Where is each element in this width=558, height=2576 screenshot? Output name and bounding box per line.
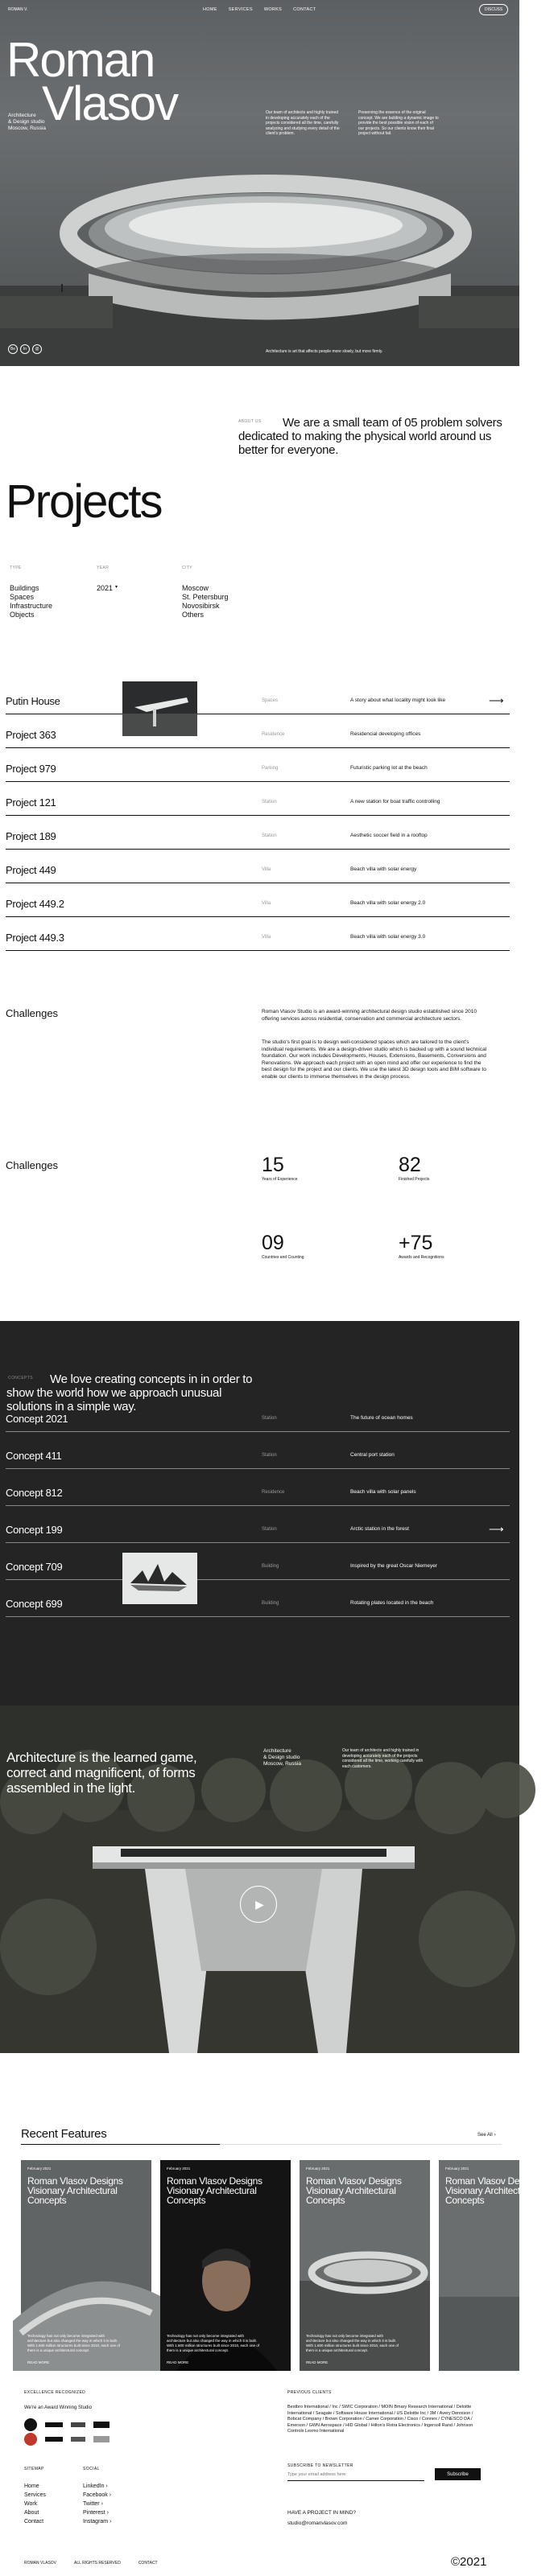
social-link[interactable] [83, 2508, 111, 2517]
feature-date: February 2021 [306, 2167, 330, 2171]
feature-desc: Technology has not only become integrated with architecture but also changed the way in which it is built. With 1.600 million structures built since 2010, each one of them is a unique architectural concept. [27, 2334, 121, 2352]
project-row-desc: Beach villa with solar energy [350, 866, 417, 872]
concepts-text: We love creating concepts in in order to show the world how we approach unusual solutions in a simple way. [6, 1372, 253, 1414]
clients-text: Bestbro International / Inc / SWIC Corporation / MOIN Bmary Research International / Deloitte International / Seagate / Software House International / US Deloitte Inc / 3M / Avery Dennison / Bobcat Company / Brown Corporation / Camer Corporation / Cisco / Connex / CYNESCO DA / Emerson / GWN Aerospace / HID Global / Hilton's Rotra Electronics / Ingersoll Rand / Johnson Controls Lexmo International [287, 2405, 473, 2434]
hero-architecture-image [0, 113, 519, 366]
concepts-section [0, 1321, 519, 1706]
award-logo-icon [45, 2437, 63, 2442]
filter-city-header: CITY [182, 566, 192, 570]
stat-label: Years of Experience [262, 1177, 298, 1182]
row-divider [6, 916, 510, 917]
project-question: HAVE A PROJECT IN MIND? [287, 2510, 357, 2516]
filter-year-value: 2021 [97, 584, 114, 592]
sitemap-link[interactable]: About [24, 2510, 39, 2516]
award-logos-row2 [24, 2433, 110, 2446]
hero-tagline: Architecture is art that affects people more slowly, but more firmly. [266, 349, 383, 354]
social-link-label: Instagram [83, 2519, 109, 2525]
concept-row-type: Residence [262, 1490, 285, 1495]
project-row-desc: Beach villa with solar energy 3.0 [350, 934, 426, 940]
social-icons [8, 344, 42, 354]
project-row-desc: Futuristic parking lot at the beach [350, 765, 428, 771]
arrow-right-icon[interactable]: ⟶ [489, 1523, 504, 1535]
nav-contact[interactable]: CONTACT [293, 7, 316, 12]
concept-row-name[interactable]: Concept 199 [6, 1524, 63, 1536]
stat-countries [262, 1232, 304, 1260]
sitemap-link[interactable]: Services [24, 2492, 46, 2498]
stat-value: +75 [399, 1232, 433, 1254]
filter-year-header: YEAR [97, 566, 110, 570]
main-nav [203, 7, 316, 12]
project-row-desc: A story about what locality might look like [350, 697, 446, 703]
project-row-name[interactable]: Project 121 [6, 796, 56, 809]
concept-row-name[interactable]: Concept 812 [6, 1487, 63, 1499]
challenges-paragraph-1: Roman Vlasov Studio is an award-winning architectural design studio established since 2010 offering services across residential, conservation and commercial architecture sectors. [262, 1009, 477, 1022]
social-list [83, 2482, 111, 2526]
stat-label: Finished Projects [399, 1177, 430, 1182]
read-more-link[interactable]: READ MORE [27, 2360, 50, 2364]
subtitle-line: Moscow, Russia [263, 1761, 301, 1767]
subtitle-line: & Design studio [8, 119, 45, 125]
award-logo-icon [24, 2418, 37, 2431]
feature-card[interactable] [300, 2160, 430, 2371]
stat-projects [399, 1154, 429, 1182]
feature-card[interactable] [439, 2160, 541, 2371]
filter-city-item[interactable]: Moscow [182, 584, 209, 592]
concept-row-desc: Central port station [350, 1452, 395, 1458]
filter-type-header: TYPE [10, 566, 22, 570]
subtitle-line: Architecture [263, 1748, 291, 1754]
social-label: SOCIAL [83, 2467, 100, 2471]
project-thumbnail-image [122, 681, 197, 736]
award-logo-icon [71, 2422, 85, 2427]
concepts-label: CONCEPTS [8, 1376, 33, 1381]
row-divider [6, 1505, 510, 1506]
challenges-label: Challenges [6, 1007, 59, 1019]
concept-row-desc: Rotating plates located in the beach [350, 1600, 434, 1606]
hero-subtitle [8, 113, 46, 132]
brand-logo[interactable]: ROMAN V. [8, 7, 28, 12]
project-row-desc: Residencial developing offices [350, 731, 421, 737]
concept-row-name[interactable]: Concept 709 [6, 1561, 63, 1573]
stat-label: Countries and Counting [262, 1255, 304, 1260]
email-icon[interactable]: @ [32, 344, 42, 354]
concept-row-desc: Inspired by the great Oscar Niemeyer [350, 1563, 438, 1569]
filter-type-item[interactable]: Buildings [10, 584, 39, 592]
project-row-type: Parking [262, 766, 279, 771]
stat-awards [399, 1232, 444, 1260]
hero-intro-left: Our team of architects and highly trained in developing accurately each of the projects considered all the time, carefully analyzing and studying every detail of the client's problem. [266, 110, 340, 136]
arrow-icon: › [105, 2483, 108, 2489]
filter-city-item[interactable]: St. Petersburg [182, 593, 229, 601]
arrow-icon: › [110, 2519, 112, 2525]
challenges-paragraph-2: The studio's first goal is to design well-considered spaces which are tailored to the client's individual requirements. We are a design-driven studio which is backed up with a sound technical foundation. Our work includes Developments, Houses, Extensions, Basements, Conversions and Renovations. We approach each project with an open mind and offer our experience to find the best design for the project and our clients. We use the latest 3D design tools and BIM software to enable our clients to immerse themselves in the design process. [262, 1039, 487, 1080]
row-divider [6, 1542, 510, 1543]
discuss-button[interactable]: DISCUSS [479, 4, 508, 15]
row-divider [6, 1616, 510, 1617]
feature-card[interactable] [160, 2160, 291, 2371]
subtitle-line: Moscow, Russia [8, 126, 46, 131]
excellence-label: EXCELLENCE RECOGNIZED [24, 2390, 86, 2395]
project-row-name[interactable]: Project 449 [6, 864, 56, 876]
features-title: Recent Features [21, 2127, 107, 2141]
footer-brand: ROMAN VLASOV [24, 2561, 57, 2566]
stat-value: 82 [399, 1154, 421, 1176]
quote-note: Our team of architects and highly trained in developing accurately each of the projects considered all the time, working carefully with each customers. [342, 1748, 424, 1769]
subtitle-line: Architecture [8, 113, 36, 118]
row-divider [6, 1579, 510, 1580]
social-link[interactable] [83, 2517, 111, 2526]
row-divider [6, 815, 510, 816]
linkedin-icon[interactable]: In [20, 344, 30, 354]
concept-row-type: Building [262, 1564, 279, 1569]
read-more-link[interactable]: READ MORE [306, 2360, 329, 2364]
studio-email-link[interactable]: studio@romanvlasov.com [287, 2520, 348, 2526]
filter-type-list [10, 584, 52, 619]
footer-contact-link[interactable]: CONTACT [138, 2561, 158, 2566]
newsletter-email-input[interactable] [287, 2469, 424, 2481]
project-row-type: Station [262, 833, 277, 838]
footer-rights: ALL RIGHTS RESERVED [74, 2561, 121, 2566]
project-row-type: Station [262, 800, 277, 804]
filter-type-item[interactable]: Spaces [10, 593, 35, 601]
play-button[interactable] [240, 1886, 277, 1923]
about-text: We are a small team of 05 problem solvers dedicated to making the physical world around us better for everyone. [238, 416, 502, 457]
award-logo-icon [93, 2436, 110, 2442]
concept-row-desc: Arctic station in the forest [350, 1526, 409, 1532]
feature-card[interactable] [21, 2160, 151, 2371]
features-divider-light [220, 2144, 502, 2145]
footer-year: ©2021 [451, 2555, 487, 2569]
concept-row-desc: Beach villa with solar panels [350, 1489, 416, 1495]
social-link[interactable] [83, 2482, 111, 2491]
sitemap-link[interactable]: Home [24, 2483, 39, 2489]
see-all-label: See All [477, 2133, 493, 2138]
stat-years [262, 1154, 298, 1182]
award-logo-icon [24, 2433, 37, 2446]
social-link[interactable] [83, 2491, 111, 2500]
hero-section [0, 0, 519, 366]
newsletter-label: SUBSCRIBE TO NEWSLETTER [287, 2463, 353, 2468]
stat-value: 15 [262, 1154, 284, 1176]
row-divider [6, 781, 510, 782]
project-row-name[interactable]: Project 449.3 [6, 932, 64, 944]
quote-section [0, 1706, 519, 2053]
arrow-icon: › [106, 2510, 109, 2516]
project-row-type: Villa [262, 867, 271, 872]
project-row-type: Villa [262, 901, 271, 906]
feature-desc: Technology has not only become integrated with architecture but also changed the way in which it is built. With 1.600 million structures built since 2010, each one of them is a unique architectural concept. [167, 2334, 260, 2352]
social-link-label: LinkedIn [83, 2483, 105, 2489]
hero-title-line2: Vlasov [42, 76, 178, 130]
social-link-label: Pinterest [83, 2510, 105, 2516]
social-link-label: Facebook [83, 2492, 108, 2498]
project-row-name[interactable]: Project 363 [6, 729, 56, 741]
see-all-link[interactable] [477, 2133, 496, 2138]
feature-date: February 2021 [167, 2167, 191, 2171]
row-divider [6, 747, 510, 748]
footer-bottom [24, 2561, 158, 2566]
feature-title: Roman Vlasov Designs Visionary Architectural Concepts [167, 2175, 262, 2206]
sitemap-list [24, 2482, 46, 2526]
row-divider [6, 1468, 510, 1469]
feature-desc: Technology has not only become integrated with architecture but also changed the way in which it is built. With 1.600 million structures built since 2010, each one of them is a unique architectural concept. [306, 2334, 399, 2352]
hero-intro-right: Preserving the essence of the original concept. We are building a dynamic image to provide the best possible vision of each of our projects. So our clients know their final project without fail. [358, 110, 439, 136]
concept-row-type: Building [262, 1601, 279, 1606]
project-row-desc: A new station for boat traffic controlling [350, 799, 440, 804]
project-row-type: Spaces [262, 698, 279, 703]
read-more-link[interactable]: READ MORE [167, 2360, 189, 2364]
award-logo-icon [93, 2422, 110, 2428]
feature-title: Roman Vlasov Designs Visionary Architectural Concepts [27, 2175, 123, 2206]
subtitle-line: & Design studio [263, 1755, 300, 1760]
filter-year-select[interactable] [97, 584, 118, 592]
projects-title: Projects [6, 475, 162, 528]
arrow-right-icon[interactable]: ⟶ [489, 694, 504, 706]
filter-type-item[interactable]: Objects [10, 611, 35, 619]
project-row-type: Residence [262, 732, 285, 737]
concept-row-name[interactable]: Concept 2021 [6, 1413, 68, 1425]
project-row-desc: Aesthetic soccer field in a rooftop [350, 833, 428, 838]
sitemap-link[interactable]: Contact [24, 2519, 44, 2525]
concept-row-name[interactable]: Concept 411 [6, 1450, 62, 1462]
nav-works[interactable]: WORKS [263, 7, 283, 12]
social-link-label: Twitter [83, 2501, 100, 2507]
row-divider [6, 950, 510, 951]
filter-city-item[interactable]: Others [182, 611, 205, 619]
feature-date: February 2021 [445, 2167, 469, 2171]
quote-text: Architecture is the learned game, correct and magnificent, of forms assembled in the light. [6, 1750, 197, 1796]
nav-home[interactable]: HOME [203, 7, 217, 12]
stat-label: Awards and Recognitions [399, 1255, 444, 1260]
features-divider [21, 2144, 220, 2145]
project-row-name[interactable]: Putin House [6, 695, 60, 707]
feature-title: Roman Vlasov Designs Visionary Architectural Concepts [445, 2175, 541, 2206]
sitemap-label: SITEMAP [24, 2467, 44, 2471]
project-row-type: Villa [262, 935, 271, 940]
concept-row-name[interactable]: Concept 699 [6, 1598, 63, 1610]
award-logos [24, 2418, 110, 2431]
quote-subtitle [263, 1748, 301, 1767]
play-icon: ▶ [255, 1897, 264, 1911]
behance-icon[interactable]: Be [8, 344, 18, 354]
chevron-right-icon: › [494, 2133, 496, 2138]
arrow-icon: › [101, 2501, 103, 2507]
social-link[interactable] [83, 2500, 111, 2508]
challenges-label-2: Challenges [6, 1159, 59, 1171]
award-text: We're an Award Winning Studio [24, 2405, 92, 2410]
row-divider [6, 849, 510, 850]
project-row-name[interactable]: Project 979 [6, 763, 56, 775]
filter-type-item[interactable]: Infrastructure [10, 602, 53, 610]
feature-title: Roman Vlasov Designs Visionary Architectural Concepts [306, 2175, 402, 2206]
project-row-name[interactable]: Project 449.2 [6, 898, 64, 910]
row-divider [6, 1431, 510, 1432]
filter-city-list [182, 584, 229, 619]
filter-city-item[interactable]: Novosibirsk [182, 602, 220, 610]
hero-title-line1: Roman [6, 33, 155, 87]
sitemap-link[interactable]: Work [24, 2501, 38, 2507]
project-row-name[interactable]: Project 189 [6, 830, 56, 842]
concept-row-type: Station [262, 1416, 277, 1421]
arrow-icon: › [109, 2492, 112, 2498]
award-logo-icon [45, 2422, 63, 2427]
feature-date: February 2021 [27, 2167, 52, 2171]
concept-row-type: Station [262, 1453, 277, 1458]
award-logo-icon [71, 2437, 85, 2442]
concept-thumbnail-image [122, 1553, 197, 1604]
subscribe-button[interactable]: Subscribe [435, 2468, 481, 2480]
concept-row-desc: The future of ocean homes [350, 1415, 413, 1421]
about-label: ABOUT US [238, 419, 262, 424]
concept-row-type: Station [262, 1527, 277, 1532]
chevron-down-icon: ▾ [115, 585, 118, 590]
nav-services[interactable]: SERVICES [228, 7, 253, 12]
clients-label: PREVIOUS CLIENTS [287, 2390, 332, 2395]
stat-value: 09 [262, 1232, 284, 1254]
project-row-desc: Beach villa with solar energy 2.0 [350, 900, 426, 906]
